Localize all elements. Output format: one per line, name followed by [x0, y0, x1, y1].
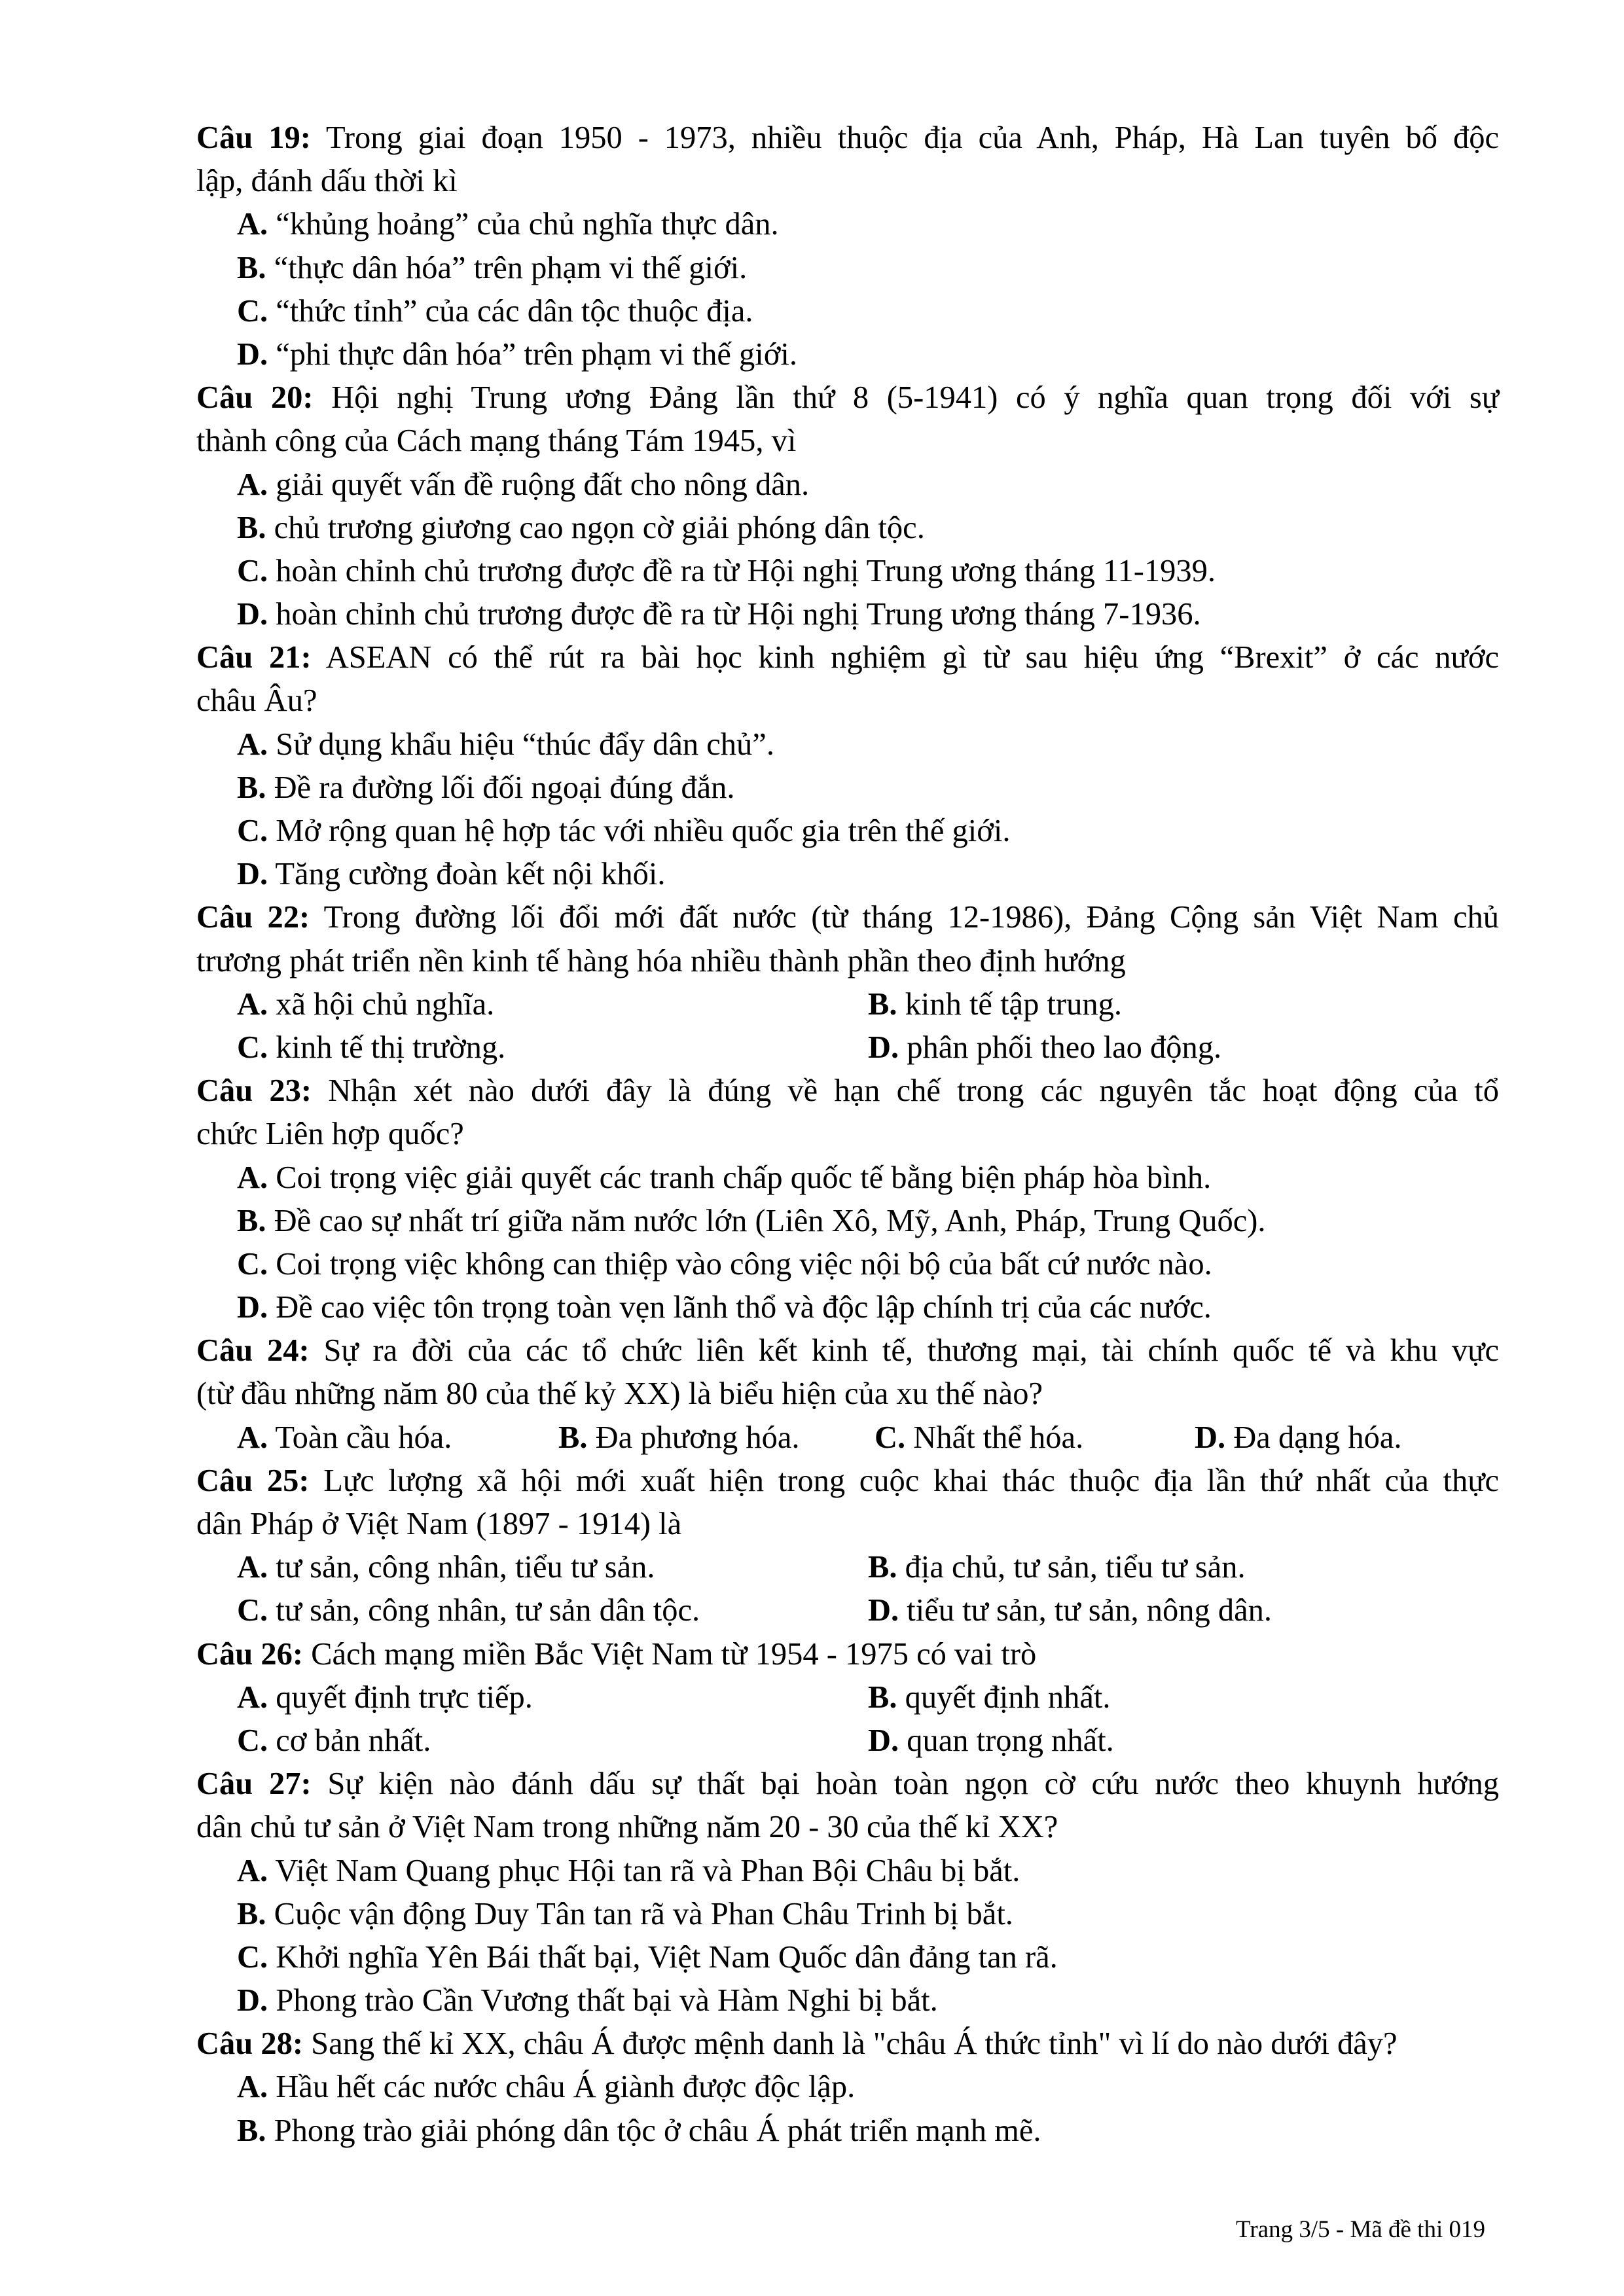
- question-text-line: [196, 376, 1499, 420]
- answer-option: [868, 1589, 1499, 1632]
- answer-option-row: [196, 1026, 1499, 1069]
- option-text: “thực dân hóa” trên phạm vi thế giới.: [274, 250, 748, 285]
- question-19: [196, 117, 1499, 376]
- answer-option: [196, 1936, 1499, 1979]
- answer-option: [196, 2109, 1499, 2153]
- option-label: D.: [237, 1290, 268, 1325]
- answer-option: [237, 1719, 868, 1763]
- answer-option: [196, 723, 1499, 766]
- option-text: Hầu hết các nước châu Á giành được độc lập.: [276, 2070, 856, 2105]
- option-label: A.: [237, 2070, 268, 2105]
- option-text: tư sản, công nhân, tiểu tư sản.: [276, 1550, 655, 1585]
- question-text-line: [196, 896, 1499, 939]
- answer-option: [196, 1893, 1499, 1936]
- option-label: B.: [868, 1679, 897, 1715]
- option-text: tư sản, công nhân, tư sản dân tộc.: [276, 1593, 700, 1628]
- answer-option-row: [196, 983, 1499, 1026]
- option-text: quyết định trực tiếp.: [276, 1679, 533, 1715]
- question-27: [196, 1763, 1499, 2022]
- answer-option-row: [196, 1719, 1499, 1763]
- answer-option: [196, 1979, 1499, 2022]
- option-label: C.: [237, 293, 268, 329]
- question-text: Sự kiện nào đánh dấu sự thất bại hoàn toàn ngọn cờ cứu nước theo khuynh hướng: [327, 1767, 1499, 1802]
- answer-option: [196, 247, 1499, 290]
- option-label: D.: [868, 1593, 899, 1628]
- question-21: [196, 636, 1499, 896]
- option-label: B.: [868, 1550, 897, 1585]
- option-label: A.: [237, 207, 268, 242]
- option-label: C.: [237, 1246, 268, 1282]
- answer-option: [196, 1157, 1499, 1200]
- question-text: Trong đường lối đổi mới đất nước (từ tháng 12-1986), Đảng Cộng sản Việt Nam chủ: [323, 900, 1499, 935]
- option-text: Đa dạng hóa.: [1233, 1420, 1402, 1455]
- answer-option-row: [196, 1416, 1499, 1460]
- option-text: quan trọng nhất.: [907, 1723, 1114, 1758]
- option-text: Tăng cường đoàn kết nội khối.: [275, 857, 666, 892]
- option-text: hoàn chỉnh chủ trương được đề ra từ Hội nghị Trung ương tháng 7-1936.: [276, 597, 1201, 632]
- question-24: [196, 1329, 1499, 1460]
- option-text: tiểu tư sản, tư sản, nông dân.: [907, 1593, 1272, 1628]
- question-text: Trong giai đoạn 1950 - 1973, nhiều thuộc địa của Anh, Pháp, Hà Lan tuyên bố độc: [325, 120, 1500, 155]
- answer-option: [196, 593, 1499, 636]
- question-number: Câu 19:: [196, 120, 311, 155]
- question-number: Câu 24:: [196, 1333, 310, 1369]
- question-number: Câu 26:: [196, 1636, 304, 1672]
- answer-option: [558, 1416, 875, 1460]
- question-number: Câu 23:: [196, 1073, 312, 1109]
- question-number: Câu 20:: [196, 380, 314, 416]
- option-label: D.: [237, 857, 268, 892]
- answer-option: [196, 550, 1499, 593]
- answer-option: [237, 1026, 868, 1069]
- option-text: Đề cao sự nhất trí giữa năm nước lớn (Liên Xô, Mỹ, Anh, Pháp, Trung Quốc).: [274, 1203, 1266, 1238]
- answer-option-row: [196, 1546, 1499, 1589]
- answer-option: [868, 1676, 1499, 1719]
- option-label: B.: [237, 1896, 266, 1931]
- option-label: B.: [237, 1203, 266, 1238]
- option-label: A.: [237, 1853, 268, 1888]
- option-text: Toàn cầu hóa.: [275, 1420, 452, 1455]
- option-label: C.: [237, 553, 268, 588]
- question-text-line: thành công của Cách mạng tháng Tám 1945, vì: [196, 423, 797, 459]
- option-label: D.: [868, 1030, 899, 1065]
- option-label: A.: [237, 986, 268, 1022]
- question-text: ASEAN có thể rút ra bài học kinh nghiệm gì từ sau hiệu ứng “Brexit” ở các nước: [325, 640, 1499, 675]
- option-label: D.: [868, 1723, 899, 1758]
- option-label: C.: [237, 1723, 268, 1758]
- option-text: Coi trọng việc giải quyết các tranh chấp quốc tế bằng biện pháp hòa bình.: [276, 1160, 1212, 1195]
- option-text: Đa phương hóa.: [595, 1420, 800, 1455]
- question-text-line: trương phát triển nền kinh tế hàng hóa nhiều thành phần theo định hướng: [196, 943, 1126, 978]
- option-label: D.: [237, 597, 268, 632]
- question-text: Nhận xét nào dưới đây là đúng về hạn chế trong các nguyên tắc hoạt động của tổ: [328, 1073, 1500, 1109]
- answer-option: [237, 1416, 558, 1460]
- option-text: cơ bản nhất.: [276, 1723, 431, 1758]
- answer-option: [875, 1416, 1195, 1460]
- option-text: “thức tỉnh” của các dân tộc thuộc địa.: [276, 293, 753, 329]
- option-text: kinh tế thị trường.: [276, 1030, 506, 1065]
- question-text-line: [196, 636, 1499, 679]
- exam-page: [196, 117, 1499, 2153]
- answer-option: [196, 1850, 1499, 1893]
- question-text: Sang thế kỉ XX, châu Á được mệnh danh là "châu Á thức tỉnh" vì lí do nào dưới đây?: [311, 2026, 1398, 2062]
- answer-option: [237, 983, 868, 1026]
- option-text: Cuộc vận động Duy Tân tan rã và Phan Châu Trinh bị bắt.: [274, 1896, 1013, 1931]
- question-text-line: chức Liên hợp quốc?: [196, 1117, 464, 1152]
- question-26: [196, 1633, 1499, 1763]
- option-text: Phong trào giải phóng dân tộc ở châu Á phát triển mạnh mẽ.: [274, 2113, 1041, 2148]
- question-text-line: châu Âu?: [196, 683, 317, 719]
- answer-option: [196, 2066, 1499, 2109]
- answer-option: [196, 290, 1499, 333]
- question-number: Câu 21:: [196, 640, 312, 675]
- question-text: Sự ra đời của các tổ chức liên kết kinh tế, thương mại, tài chính quốc tế và khu vực: [323, 1333, 1499, 1369]
- option-label: D.: [1195, 1420, 1226, 1455]
- question-text: Lực lượng xã hội mới xuất hiện trong cuộc khai thác thuộc địa lần thứ nhất của thực: [323, 1463, 1500, 1498]
- answer-option: [868, 1546, 1499, 1589]
- option-text: phân phối theo lao động.: [907, 1030, 1222, 1065]
- option-label: D.: [237, 1983, 268, 2018]
- option-text: Nhất thể hóa.: [913, 1420, 1084, 1455]
- option-label: A.: [237, 1420, 268, 1455]
- option-label: B.: [237, 250, 266, 285]
- option-label: B.: [868, 986, 897, 1022]
- answer-option: [196, 853, 1499, 896]
- option-label: A.: [237, 467, 268, 502]
- answer-option: [196, 1243, 1499, 1286]
- answer-option: [196, 810, 1499, 853]
- question-number: Câu 22:: [196, 900, 310, 935]
- option-text: Đề ra đường lối đối ngoại đúng đắn.: [274, 770, 735, 805]
- answer-option: [237, 1546, 868, 1589]
- option-text: Coi trọng việc không can thiệp vào công việc nội bộ của bất cứ nước nào.: [276, 1246, 1212, 1282]
- option-label: C.: [237, 814, 268, 848]
- question-text-line: dân chủ tư sản ở Việt Nam trong những năm 20 - 30 của thế kỉ XX?: [196, 1810, 1058, 1845]
- question-text-line: [196, 1633, 1499, 1676]
- question-number: Câu 28:: [196, 2026, 304, 2062]
- option-text: quyết định nhất.: [905, 1679, 1111, 1715]
- option-text: Đề cao việc tôn trọng toàn vẹn lãnh thổ và độc lập chính trị của các nước.: [276, 1290, 1212, 1325]
- question-text-line: (từ đầu những năm 80 của thế kỷ XX) là biểu hiện của xu thế nào?: [196, 1376, 1043, 1412]
- question-20: [196, 376, 1499, 636]
- option-text: hoàn chỉnh chủ trương được đề ra từ Hội nghị Trung ương tháng 11-1939.: [276, 553, 1216, 588]
- page-footer: Trang 3/5 - Mã đề thi 019: [1236, 2216, 1485, 2243]
- option-label: B.: [237, 510, 266, 545]
- answer-option: [237, 1676, 868, 1719]
- option-label: C.: [237, 1593, 268, 1628]
- option-text: Mở rộng quan hệ hợp tác với nhiều quốc gia trên thế giới.: [276, 814, 1011, 848]
- answer-option: [196, 507, 1499, 550]
- answer-option: [196, 203, 1499, 246]
- question-text-line: [196, 2022, 1499, 2066]
- option-text: Phong trào Cần Vương thất bại và Hàm Nghi bị bắt.: [276, 1983, 938, 2018]
- answer-option: [237, 1589, 868, 1632]
- question-text-line: lập, đánh dấu thời kì: [196, 164, 458, 199]
- option-label: B.: [237, 2113, 266, 2148]
- option-label: A.: [237, 1679, 268, 1715]
- question-number: Câu 27:: [196, 1767, 312, 1802]
- option-text: Khởi nghĩa Yên Bái thất bại, Việt Nam Quốc dân đảng tan rã.: [276, 1939, 1058, 1975]
- option-label: B.: [558, 1420, 588, 1455]
- option-text: giải quyết vấn đề ruộng đất cho nông dân.: [276, 467, 810, 502]
- option-text: “phi thực dân hóa” trên phạm vi thế giới.: [276, 336, 798, 372]
- answer-option: [196, 1286, 1499, 1329]
- question-28: [196, 2022, 1499, 2153]
- option-label: C.: [237, 1939, 268, 1975]
- option-text: chủ trương giương cao ngọn cờ giải phóng dân tộc.: [274, 510, 925, 545]
- question-text-line: [196, 117, 1499, 160]
- question-text-line: [196, 1763, 1499, 1806]
- answer-option: [196, 333, 1499, 376]
- option-text: kinh tế tập trung.: [905, 986, 1122, 1022]
- answer-option: [196, 463, 1499, 507]
- answer-option: [196, 1200, 1499, 1243]
- question-text-line: dân Pháp ở Việt Nam (1897 - 1914) là: [196, 1507, 682, 1541]
- option-text: “khủng hoảng” của chủ nghĩa thực dân.: [276, 207, 779, 242]
- question-text: Cách mạng miền Bắc Việt Nam từ 1954 - 1975 có vai trò: [311, 1636, 1037, 1672]
- answer-option: [1195, 1416, 1456, 1460]
- answer-option: [196, 766, 1499, 810]
- answer-option-row: [196, 1589, 1499, 1632]
- option-label: B.: [237, 770, 266, 805]
- answer-option: [868, 1026, 1499, 1069]
- option-label: C.: [875, 1420, 906, 1455]
- question-number: Câu 25:: [196, 1463, 310, 1498]
- answer-option: [868, 1719, 1499, 1763]
- option-text: Sử dụng khẩu hiệu “thúc đẩy dân chủ”.: [276, 726, 774, 762]
- option-label: A.: [237, 1550, 268, 1585]
- answer-option: [868, 983, 1499, 1026]
- question-23: [196, 1069, 1499, 1329]
- question-text-line: [196, 1460, 1499, 1503]
- question-25: [196, 1460, 1499, 1633]
- question-text-line: [196, 1329, 1499, 1372]
- answer-option-row: [196, 1676, 1499, 1719]
- question-text-line: [196, 1069, 1499, 1113]
- option-label: A.: [237, 1160, 268, 1195]
- option-text: Việt Nam Quang phục Hội tan rã và Phan Bội Châu bị bắt.: [275, 1853, 1020, 1888]
- question-text: Hội nghị Trung ương Đảng lần thứ 8 (5-1941) có ý nghĩa quan trọng đối với sự: [331, 380, 1500, 416]
- option-text: xã hội chủ nghĩa.: [276, 986, 495, 1022]
- option-label: A.: [237, 726, 268, 762]
- option-label: D.: [237, 336, 268, 372]
- question-22: [196, 896, 1499, 1069]
- option-label: C.: [237, 1030, 268, 1065]
- option-text: địa chủ, tư sản, tiểu tư sản.: [905, 1550, 1246, 1585]
